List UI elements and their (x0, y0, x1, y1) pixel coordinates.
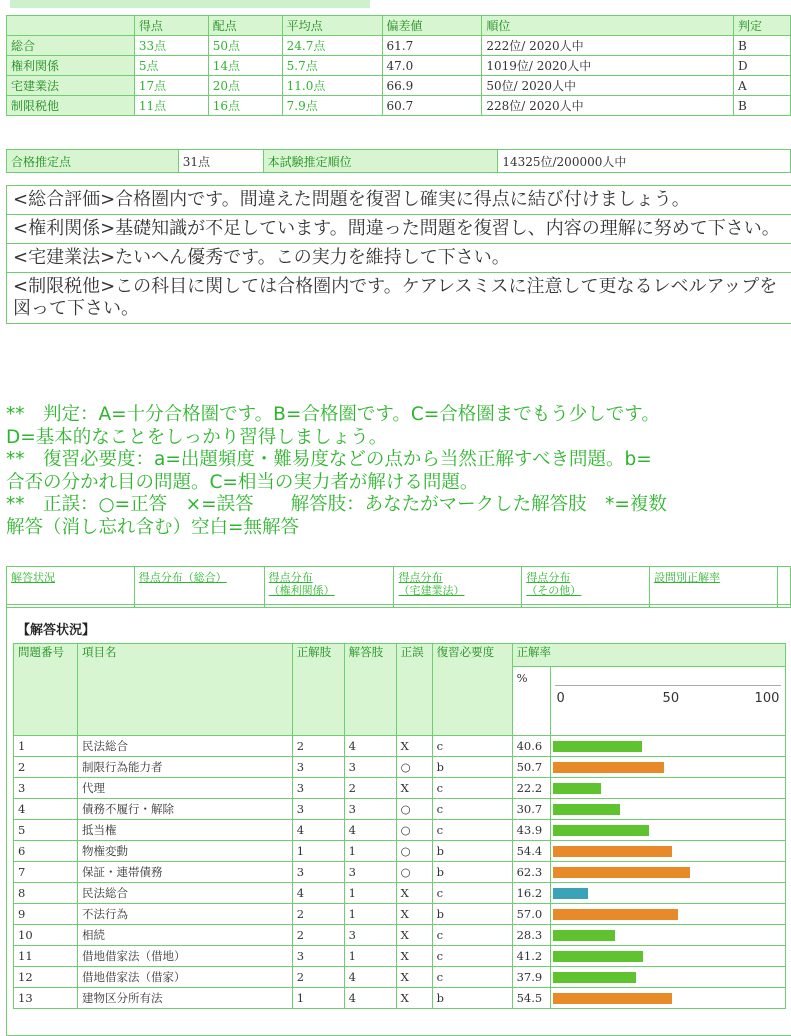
correct-choice: 3 (292, 799, 344, 820)
item-name: 民法総合 (77, 736, 292, 757)
header-your-answer: 解答肢 (344, 644, 396, 736)
pass-score-label: 合格推定点 (7, 150, 179, 173)
your-answer: 2 (344, 778, 396, 799)
score-row-label: 制限税他 (7, 96, 135, 116)
accuracy-bar (553, 762, 665, 773)
result-mark: ○ (396, 862, 432, 883)
accuracy-rate-value: 54.4 (512, 841, 550, 862)
accuracy-rate-value: 28.3 (512, 925, 550, 946)
max-value: 50点 (208, 36, 282, 56)
review-need: c (432, 967, 512, 988)
review-need: c (432, 925, 512, 946)
rank-value: 50位/ 2020人中 (482, 76, 734, 96)
pass-estimate-table (6, 149, 791, 173)
tab-distribution-business-law[interactable]: 得点分布 （宅建業法） (394, 567, 522, 608)
avg-value: 24.7点 (282, 36, 382, 56)
your-answer: 4 (344, 736, 396, 757)
accuracy-bar-cell (550, 883, 785, 904)
score-table (6, 15, 791, 116)
accuracy-bar (553, 825, 650, 836)
accuracy-rate-value: 62.3 (512, 862, 550, 883)
accuracy-rate-value: 54.5 (512, 988, 550, 1009)
answer-status-panel (6, 604, 791, 1036)
result-mark: X (396, 883, 432, 904)
result-mark: X (396, 904, 432, 925)
evaluation-box (6, 185, 791, 324)
accuracy-rate-value: 40.6 (512, 736, 550, 757)
score-row (7, 96, 791, 116)
correct-choice: 4 (292, 883, 344, 904)
top-clipped-header (10, 0, 370, 8)
accuracy-bar-cell (550, 778, 785, 799)
item-name: 物権変動 (77, 841, 292, 862)
accuracy-bar (553, 930, 615, 941)
your-answer: 3 (344, 799, 396, 820)
deviation-value: 61.7 (382, 36, 482, 56)
result-mark: X (396, 967, 432, 988)
item-name: 借地借家法（借地） (77, 946, 292, 967)
accuracy-bar-cell (550, 862, 785, 883)
accuracy-bar-cell (550, 967, 785, 988)
rank-value: 228位/ 2020人中 (482, 96, 734, 116)
correct-choice: 2 (292, 904, 344, 925)
evaluation-business-law: <宅建業法>たいへん優秀です。この実力を維持して下さい。 (7, 243, 791, 272)
item-name: 建物区分所有法 (77, 988, 292, 1009)
header-result: 正誤 (396, 644, 432, 736)
accuracy-rate-value: 22.2 (512, 778, 550, 799)
your-answer: 3 (344, 757, 396, 778)
score-row (7, 36, 791, 56)
your-answer: 1 (344, 883, 396, 904)
judge-value: B (734, 96, 791, 116)
unit-label: % (512, 667, 550, 736)
avg-value: 5.7点 (282, 56, 382, 76)
table-row (14, 904, 786, 925)
evaluation-overall: <総合評価>合格圏内です。間違えた問題を復習し確実に得点に結び付けましょう。 (13, 189, 690, 210)
score-row (7, 76, 791, 96)
your-answer: 1 (344, 946, 396, 967)
rank-value: 1019位/ 2020人中 (482, 56, 734, 76)
accuracy-bar-cell (550, 841, 785, 862)
evaluation-restrictions-tax: <制限税他>この科目に関しては合格圏内です。ケアレスミスに注意して更なるレベルアップを図って下さい。 (7, 272, 791, 323)
table-row (14, 841, 786, 862)
accuracy-bar-cell (550, 925, 785, 946)
review-need: b (432, 862, 512, 883)
score-value: 11点 (134, 96, 208, 116)
header-blank (7, 16, 135, 36)
score-row (7, 56, 791, 76)
accuracy-bar (553, 909, 678, 920)
header-correct-choice: 正解肢 (292, 644, 344, 736)
accuracy-bar-cell (550, 820, 785, 841)
header-deviation: 偏差値 (382, 16, 482, 36)
accuracy-bar (553, 972, 636, 983)
question-number: 2 (14, 757, 78, 778)
correct-choice: 3 (292, 946, 344, 967)
question-number: 8 (14, 883, 78, 904)
header-judge: 判定 (734, 16, 791, 36)
correct-choice: 4 (292, 820, 344, 841)
score-value: 33点 (134, 36, 208, 56)
table-row (14, 925, 786, 946)
table-row (14, 862, 786, 883)
table-row (14, 946, 786, 967)
table-row (14, 988, 786, 1009)
judge-value: B (734, 36, 791, 56)
item-name: 代理 (77, 778, 292, 799)
accuracy-rate-value: 30.7 (512, 799, 550, 820)
pass-estimate-row (7, 150, 791, 173)
score-row-label: 総合 (7, 36, 135, 56)
estimated-rank-label: 本試験推定順位 (263, 150, 498, 173)
result-mark: ○ (396, 799, 432, 820)
your-answer: 3 (344, 925, 396, 946)
table-row (14, 736, 786, 757)
question-number: 9 (14, 904, 78, 925)
score-value: 5点 (134, 56, 208, 76)
accuracy-bar-cell (550, 757, 785, 778)
accuracy-rate-value: 57.0 (512, 904, 550, 925)
note-line: ** 正誤：○=正答 ×=誤答 解答肢：あなたがマークした解答肢 *=複数 (6, 494, 667, 515)
item-name: 不法行為 (77, 904, 292, 925)
accuracy-rate-value: 16.2 (512, 883, 550, 904)
accuracy-bar (553, 888, 589, 899)
note-line: 合否の分かれ目の問題。C=相当の実力者が解ける問題。 (6, 471, 479, 493)
review-need: c (432, 778, 512, 799)
correct-choice: 3 (292, 778, 344, 799)
result-mark: X (396, 988, 432, 1009)
accuracy-bar (553, 867, 690, 878)
accuracy-scale (550, 667, 785, 736)
rank-value: 222位/ 2020人中 (482, 36, 734, 56)
answer-table-header (14, 644, 786, 667)
answer-table (13, 643, 786, 1009)
accuracy-bar-cell (550, 799, 785, 820)
question-number: 3 (14, 778, 78, 799)
avg-value: 7.9点 (282, 96, 382, 116)
review-need: c (432, 820, 512, 841)
accuracy-bar-cell (550, 736, 785, 757)
result-mark: X (396, 778, 432, 799)
header-question-number: 問題番号 (14, 644, 78, 736)
review-need: c (432, 883, 512, 904)
question-number: 5 (14, 820, 78, 841)
legend-notes (6, 404, 791, 539)
note-line: D=基本的なことをしっかり習得しましょう。 (6, 426, 388, 448)
tab-distribution-other[interactable]: 得点分布 （その他） (522, 567, 650, 608)
note-line: 解答（消し忘れ含む）空白=無解答 (6, 516, 300, 538)
review-need: b (432, 757, 512, 778)
table-row (14, 820, 786, 841)
tab-answer-status[interactable]: 解答状況 (7, 567, 135, 608)
question-number: 6 (14, 841, 78, 862)
judge-value: A (734, 76, 791, 96)
result-mark: X (396, 925, 432, 946)
accuracy-bar-cell (550, 946, 785, 967)
correct-choice: 3 (292, 757, 344, 778)
score-table-header (7, 16, 791, 36)
avg-value: 11.0点 (282, 76, 382, 96)
review-need: c (432, 799, 512, 820)
your-answer: 1 (344, 904, 396, 925)
question-number: 12 (14, 967, 78, 988)
result-mark: ○ (396, 841, 432, 862)
correct-choice: 1 (292, 841, 344, 862)
header-item-name: 項目名 (77, 644, 292, 736)
accuracy-rate-value: 41.2 (512, 946, 550, 967)
deviation-value: 47.0 (382, 56, 482, 76)
accuracy-bar-cell (550, 988, 785, 1009)
note-line: ** 判定：A=十分合格圏です。B=合格圏です。C=合格圏までもう少しです。 (6, 404, 660, 425)
your-answer: 3 (344, 862, 396, 883)
item-name: 相続 (77, 925, 292, 946)
accuracy-bar (553, 804, 621, 815)
result-mark: ○ (396, 757, 432, 778)
question-number: 10 (14, 925, 78, 946)
score-row-label: 権利関係 (7, 56, 135, 76)
tab-question-accuracy[interactable]: 設問別正解率 (650, 567, 778, 608)
tab-distribution-overall[interactable]: 得点分布（総合） (134, 567, 264, 608)
evaluation-rights: <権利関係>基礎知識が不足しています。間違った問題を復習し、内容の理解に努めて下さい。 (7, 214, 791, 243)
correct-choice: 3 (292, 862, 344, 883)
item-name: 債務不履行・解除 (77, 799, 292, 820)
judge-value: D (734, 56, 791, 76)
accuracy-rate-value: 50.7 (512, 757, 550, 778)
question-number: 11 (14, 946, 78, 967)
header-avg: 平均点 (282, 16, 382, 36)
answer-rows (14, 736, 786, 1009)
correct-choice: 2 (292, 736, 344, 757)
tab-bar (6, 566, 791, 608)
max-value: 16点 (208, 96, 282, 116)
scale-tick-100: 100 (754, 691, 780, 706)
review-need: c (432, 946, 512, 967)
accuracy-rate-value: 37.9 (512, 967, 550, 988)
accuracy-rate-value: 43.9 (512, 820, 550, 841)
tab-overflow (777, 567, 790, 608)
question-number: 1 (14, 736, 78, 757)
panel-title: 【解答状況】 (17, 623, 96, 638)
question-number: 13 (14, 988, 78, 1009)
item-name: 借地借家法（借家） (77, 967, 292, 988)
pass-score-value: 31点 (178, 150, 263, 173)
score-row-label: 宅建業法 (7, 76, 135, 96)
accuracy-bar (553, 993, 673, 1004)
max-value: 20点 (208, 76, 282, 96)
accuracy-bar (553, 783, 602, 794)
review-need: b (432, 988, 512, 1009)
item-name: 保証・連帯債務 (77, 862, 292, 883)
deviation-value: 66.9 (382, 76, 482, 96)
accuracy-bar (553, 846, 673, 857)
table-row (14, 757, 786, 778)
item-name: 民法総合 (77, 883, 292, 904)
header-accuracy-rate: 正解率 (512, 644, 785, 667)
deviation-value: 60.7 (382, 96, 482, 116)
tab-distribution-rights[interactable]: 得点分布 （権利関係） (264, 567, 394, 608)
header-score: 得点 (134, 16, 208, 36)
estimated-rank-value: 14325位/200000人中 (498, 150, 791, 173)
question-number: 7 (14, 862, 78, 883)
review-need: c (432, 736, 512, 757)
your-answer: 1 (344, 841, 396, 862)
scale-tick-50: 50 (662, 691, 680, 706)
max-value: 14点 (208, 56, 282, 76)
review-need: b (432, 904, 512, 925)
accuracy-bar-cell (550, 904, 785, 925)
note-line: ** 復習必要度：a=出題頻度・難易度などの点から当然正解すべき問題。b= (6, 449, 652, 470)
table-row (14, 799, 786, 820)
header-review-need: 復習必要度 (432, 644, 512, 736)
correct-choice: 1 (292, 988, 344, 1009)
result-mark: X (396, 946, 432, 967)
item-name: 制限行為能力者 (77, 757, 292, 778)
header-max: 配点 (208, 16, 282, 36)
your-answer: 4 (344, 988, 396, 1009)
your-answer: 4 (344, 820, 396, 841)
score-value: 17点 (134, 76, 208, 96)
accuracy-bar (553, 741, 642, 752)
correct-choice: 2 (292, 967, 344, 988)
correct-choice: 2 (292, 925, 344, 946)
question-number: 4 (14, 799, 78, 820)
review-need: b (432, 841, 512, 862)
scale-tick-0: 0 (556, 691, 565, 706)
result-mark: ○ (396, 820, 432, 841)
accuracy-bar (553, 951, 644, 962)
result-mark: X (396, 736, 432, 757)
header-rank: 順位 (482, 16, 734, 36)
table-row (14, 967, 786, 988)
table-row (14, 883, 786, 904)
table-row (14, 778, 786, 799)
your-answer: 4 (344, 967, 396, 988)
item-name: 抵当権 (77, 820, 292, 841)
